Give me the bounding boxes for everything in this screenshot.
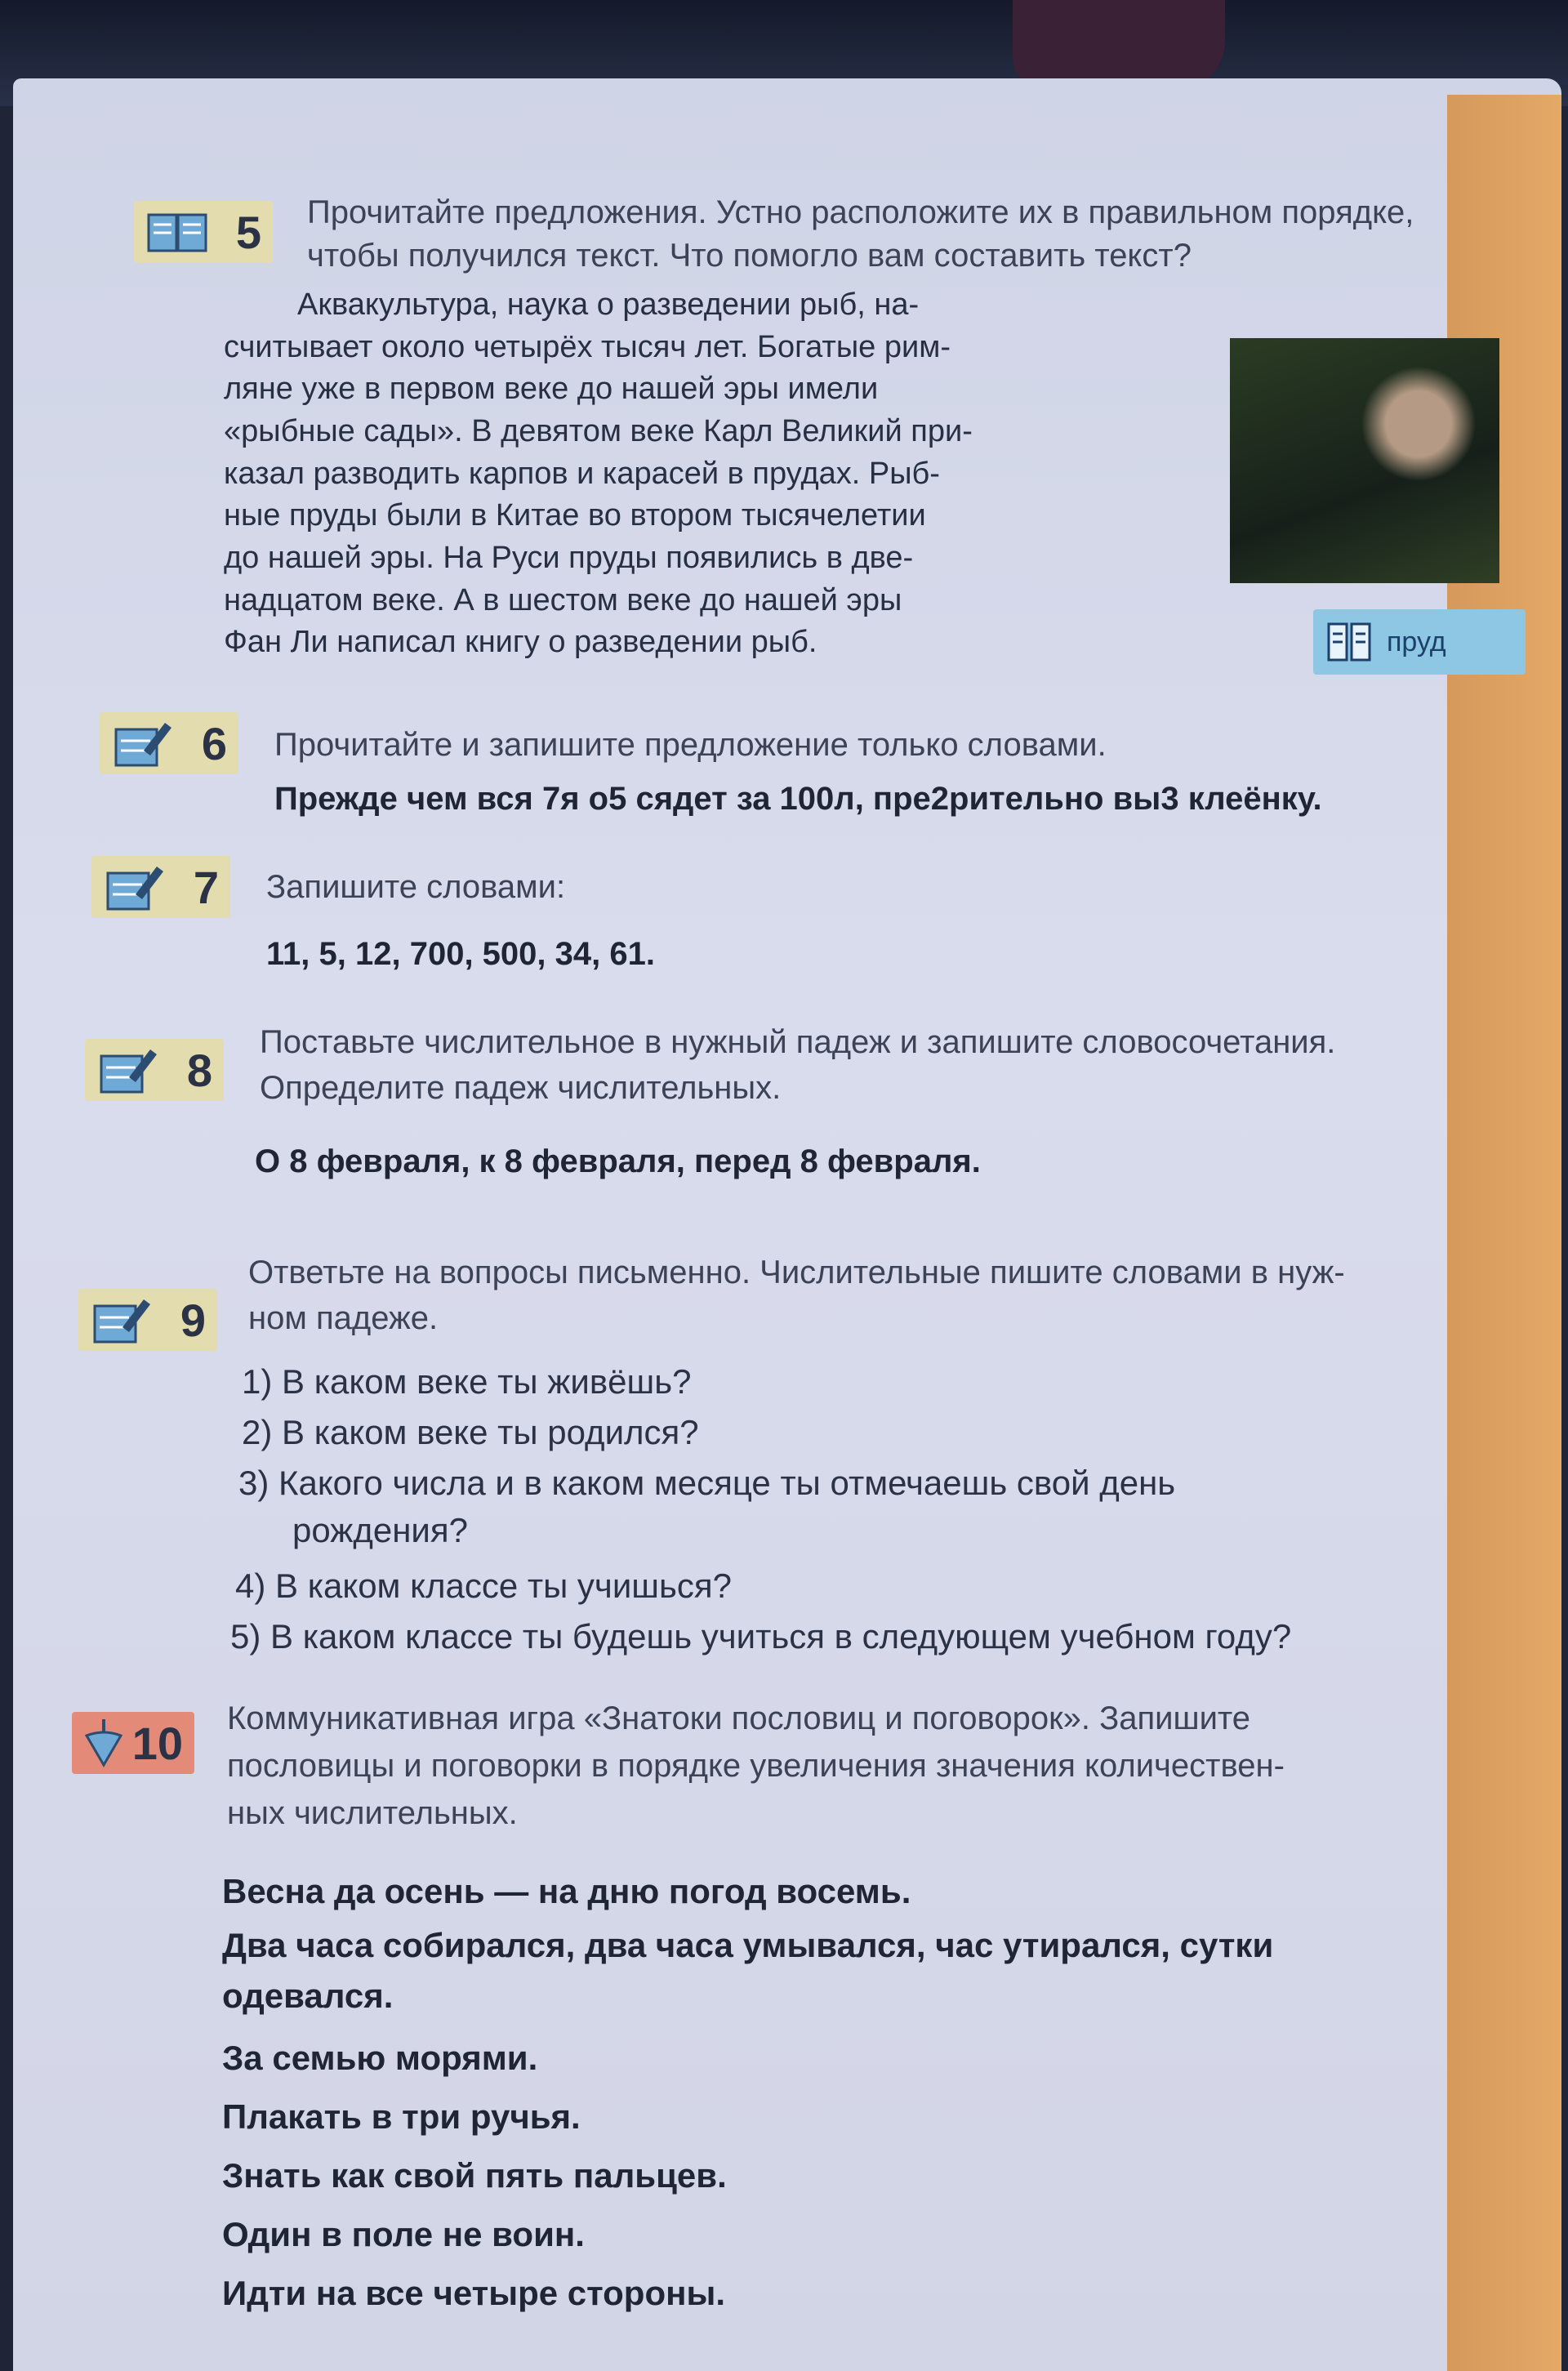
spinning-top-icon: [83, 1718, 124, 1768]
question-item: 5) В каком классе ты будешь учиться в следующем учебном году?: [230, 1617, 1292, 1656]
passage-line: Аквакультура, наука о разведении рыб, на-: [297, 287, 920, 322]
question-item: 1) В каком веке ты живёшь?: [242, 1362, 692, 1401]
question-item: 4) В каком классе ты учишься?: [235, 1567, 732, 1605]
backpack-strap: [1013, 0, 1225, 90]
exercise-8-instruction-2: Определите падеж числительных.: [260, 1070, 782, 1106]
exercise-7-instruction: Запишите словами:: [266, 869, 566, 905]
question-item-continuation: рождения?: [292, 1511, 468, 1549]
question-item: 3) Какого числа и в каком месяце ты отмечаешь свой день: [238, 1464, 1176, 1502]
passage-line: ляне уже в первом веке до нашей эры имели: [224, 372, 879, 407]
exercise-9-badge: [78, 1289, 217, 1351]
exercise-10-instruction-2: пословицы и поговорки в порядке увеличения значения количествен-: [227, 1748, 1285, 1784]
textbook-page: [13, 78, 1561, 2371]
proverb-item: Один в поле не воин.: [222, 2215, 585, 2253]
question-item: 2) В каком веке ты родился?: [242, 1413, 699, 1451]
exercise-10-badge: [72, 1712, 194, 1774]
passage-line: «рыбные сады». В девятом веке Карл Великий при-: [224, 414, 973, 449]
passage-line: надцатом веке. А в шестом веке до нашей эры: [224, 582, 902, 617]
pencil-notebook-icon: [111, 718, 175, 769]
exercise-6-instruction: Прочитайте и запишите предложение только словами.: [274, 727, 1107, 763]
exercise-number: 6: [201, 717, 227, 769]
proverb-item: Весна да осень — на дню погод восемь.: [222, 1872, 911, 1910]
proverb-item: За семью морями.: [222, 2039, 538, 2077]
dictionary-icon: [1326, 621, 1372, 663]
book-icon: [145, 207, 209, 257]
passage-line: Фан Ли написал книгу о разведении рыб.: [224, 625, 817, 660]
reading-passage: [224, 284, 1196, 664]
exercise-9-instruction-1: Ответьте на вопросы письменно. Числительные пишите словами в нуж-: [248, 1255, 1345, 1290]
exercise-8-phrases: О 8 февраля, к 8 февраля, перед 8 февраля.: [255, 1143, 981, 1179]
passage-line: казал разводить карпов и карасей в прудах. Рыб-: [224, 456, 940, 491]
exercise-number: 5: [235, 206, 261, 258]
exercise-7-badge: [91, 856, 230, 918]
exercise-10-instruction-3: ных числительных.: [227, 1795, 518, 1831]
exercise-7-numbers: 11, 5, 12, 700, 500, 34, 61.: [266, 936, 655, 972]
exercise-8-instruction-1: Поставьте числительное в нужный падеж и запишите словосочетания.: [260, 1024, 1336, 1060]
exercise-8-badge: [85, 1039, 224, 1101]
pond-photo: [1230, 338, 1499, 583]
proverb-item: Два часа собирался, два часа умывался, час утирался, сутки: [222, 1926, 1274, 1964]
pencil-notebook-icon: [90, 1295, 154, 1345]
proverb-item: Идти на все четыре стороны.: [222, 2274, 726, 2312]
exercise-number: 8: [186, 1044, 212, 1096]
glossary-word: пруд: [1387, 626, 1446, 657]
exercise-5-badge: [134, 201, 273, 263]
passage-line: до нашей эры. На Руси пруды появились в две-: [224, 541, 914, 576]
exercise-number: 9: [180, 1294, 206, 1346]
exercise-5-instruction: Прочитайте предложения. Устно расположите их в правильном порядке, чтобы получился текст. Что помогло вам составить текст?: [307, 194, 1414, 274]
exercise-number: 7: [193, 861, 219, 913]
exercise-number: 10: [131, 1717, 183, 1769]
passage-line: считывает около четырёх тысяч лет. Богатые рим-: [224, 329, 951, 364]
exercise-6-badge: [100, 712, 238, 774]
proverb-item: Плакать в три ручья.: [222, 2097, 581, 2136]
glossary-tag[interactable]: [1313, 609, 1526, 675]
proverb-item: Знать как свой пять пальцев.: [222, 2156, 727, 2195]
pencil-notebook-icon: [103, 862, 167, 912]
exercise-10-instruction-1: Коммуникативная игра «Знатоки пословиц и поговорок». Запишите: [227, 1700, 1251, 1736]
exercise-9-instruction-2: ном падеже.: [248, 1300, 439, 1336]
proverb-item-continuation: одевался.: [222, 1977, 394, 2015]
exercise-6-sentence: Прежде чем вся 7я о5 сядет за 100л, пре2рительно вы3 клеёнку.: [274, 781, 1322, 817]
passage-line: ные пруды были в Китае во втором тысячелетии: [224, 498, 926, 533]
pencil-notebook-icon: [96, 1045, 160, 1095]
